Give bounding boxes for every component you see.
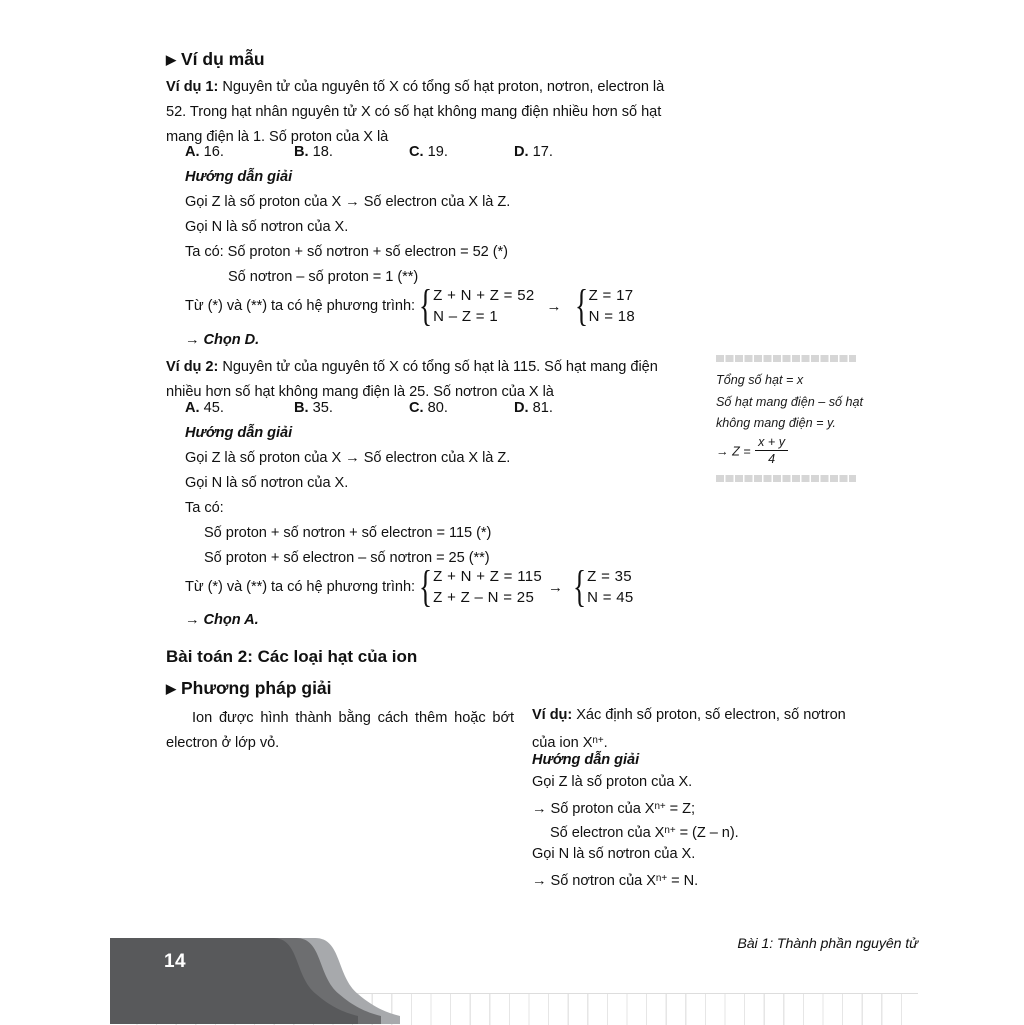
example1-system-right-row-1: Z = 17 [588,287,634,304]
example2-equation-system [185,562,634,612]
example1-label: Ví dụ 1: [166,79,219,95]
example2-option-b-value: 35. [312,400,333,416]
example2-question: Nguyên tử của nguyên tố X có tổng số hạt là 115. Số hạt mang điện nhiều hơn số hạt không mang điện là 25. Số nơtron của X là [166,359,658,401]
arrow-right-icon: → [546,297,562,315]
example2-option-d-key: D. [514,400,529,416]
example2-line-2: Gọi N là số nơtron của X. [185,475,349,491]
bt2-example-question-part2-pre: của ion X [532,735,593,752]
bt2-line-5-sup: n+ [655,873,668,884]
example2-conclusion: → Chọn A. [185,612,259,628]
bt2-line-2-pre: → Số proton của X [532,801,655,818]
example1-solution-heading: Hướng dẫn giải [185,169,293,185]
example1-option-b-key: B. [294,144,309,160]
example1-option-a[interactable] [185,140,224,165]
example1-system-left-row-2: N – Z = 1 [433,308,498,325]
example1-option-b[interactable] [294,140,333,165]
example2-line-1: Gọi Z là số proton của X → Số electron của X là Z. [185,450,511,466]
sidenote-rule-top [716,355,856,362]
example1-option-a-key: A. [185,144,200,160]
example1-system-left [433,285,534,327]
heading-bai-toan-2: Bài toán 2: Các loại hạt của ion [166,647,418,666]
example2-line-4: Số proton + số nơtron + số electron = 115 (*) [204,525,492,541]
example1-conclusion: → Chọn D. [185,332,260,348]
bt2-example-question-block [532,703,862,728]
example2-option-d[interactable] [514,396,553,421]
left-brace-icon: { [419,281,433,331]
bt2-line-3-post: = (Z – n). [675,825,739,842]
sidenote-body [716,370,866,435]
sidenote-fraction-numerator: x + y [755,435,788,451]
arrow-right-icon-2: → [548,578,564,596]
bt2-line-2-sup: n+ [654,801,666,812]
sidenote-formula-prefix: → Z = [716,444,751,459]
example1-equation-system [185,281,636,331]
sidenote-line-3: không mang điện = y. [716,416,836,430]
example1-system-right [589,285,635,327]
example2-option-b-key: B. [294,400,309,416]
triangle-right-icon-2: ▶ [166,681,176,696]
triangle-right-icon: ▶ [166,52,176,67]
bt2-line-5-post: = N. [667,873,699,890]
example1-option-d-value: 17. [532,144,553,160]
method-body: Ion được hình thành bằng cách thêm hoặc bớt electron ở lớp vỏ. [166,710,514,752]
sidenote-line-2: Số hạt mang điện – số hạt [716,394,864,409]
example1-option-c[interactable] [409,140,448,165]
example1-line-3: Ta có: Số proton + số nơtron + số electron = 52 (*) [185,244,508,260]
example1-line-2: Gọi N là số nơtron của X. [185,219,349,235]
bt2-example-label: Ví dụ: [532,707,573,723]
example2-system-left-row-2: Z + Z – N = 25 [433,589,535,606]
bt2-line-4-pre: Gọi N là số nơtron của X. [532,846,696,862]
example2-system-lead: Từ (*) và (**) ta có hệ phương trình: [185,578,416,595]
sidenote-fraction [755,435,788,467]
footer-page-tab [110,938,400,1024]
example1-option-b-value: 18. [312,144,333,160]
example2-system-right-row-2: N = 45 [587,589,634,606]
example2-line-3: Ta có: [185,500,224,516]
example1-line-1: Gọi Z là số proton của X → Số electron của X là Z. [185,194,511,210]
example2-line-5: Số proton + số electron – số nơtron = 25 (**) [204,550,490,566]
left-brace-icon-2: { [574,281,588,331]
example2-option-c-value: 80. [427,400,448,416]
example1-system-lead: Từ (*) và (**) ta có hệ phương trình: [185,297,416,314]
sidenote-line-1: Tổng số hạt = x [716,373,804,387]
example2-label: Ví dụ 2: [166,359,219,375]
page-number: 14 [164,951,186,972]
example2-option-b[interactable] [294,396,333,421]
sidenote-rule-bottom [716,475,856,482]
example2-option-c-key: C. [409,400,424,416]
heading-vi-du-mau-label: Ví dụ mẫu [181,49,265,69]
sidenote-formula [716,436,789,468]
heading-phuong-phap-giai-label: Phương pháp giải [181,678,332,698]
example2-option-a-key: A. [185,400,200,416]
example1-option-a-value: 16. [203,144,224,160]
running-title: Bài 1: Thành phần nguyên tử [737,936,918,952]
bt2-solution-heading: Hướng dẫn giải [532,752,640,768]
example1-option-d-key: D. [514,144,529,160]
example2-option-a[interactable] [185,396,224,421]
example2-option-a-value: 45. [203,400,224,416]
example2-solution-heading: Hướng dẫn giải [185,425,293,441]
example1-option-c-value: 19. [427,144,448,160]
bt2-line-5 [532,866,698,894]
example2-system-right [587,566,633,608]
bt2-line-1-pre: Gọi Z là số proton của X. [532,774,693,790]
example2-system-left [433,566,542,608]
example1-option-d[interactable] [514,140,553,165]
left-brace-icon-4: { [573,562,587,612]
bt2-line-4 [532,842,695,867]
heading-vi-du-mau [166,48,265,71]
bt2-line-1 [532,770,692,795]
example2-option-c[interactable] [409,396,448,421]
bt2-example-question-part2-sup: n+ [592,735,604,746]
example1-system-left-row-1: Z + N + Z = 52 [433,287,535,304]
heading-phuong-phap-giai [166,677,332,700]
example1-system-right-row-2: N = 18 [588,308,636,325]
example2-option-d-value: 81. [532,400,553,416]
bt2-line-3-pre: Số electron của X [550,825,665,842]
left-brace-icon-3: { [419,562,433,612]
example2-system-left-row-1: Z + N + Z = 115 [433,568,543,585]
example1-line-4: Số nơtron – số proton = 1 (**) [228,269,419,285]
example1-option-c-key: C. [409,144,424,160]
bt2-line-5-pre: → Số nơtron của X [532,873,656,890]
bt2-example-question-part2-post: . [603,735,608,752]
bt2-line-2-post: = Z; [665,801,696,818]
sidenote-fraction-denominator: 4 [768,452,776,466]
example2-system-right-row-1: Z = 35 [587,568,632,585]
bt2-example-question-part1: Xác định số proton, số electron, số nơtron [576,707,846,723]
example1-question: Nguyên tử của nguyên tố X có tổng số hạt proton, nơtron, electron là 52. Trong hạt nhân nguyên tử X có số hạt không mang điện nhiều hơn số hạt mang điện là 1. Số proton của X là [166,79,665,146]
bt2-line-3-sup: n+ [664,825,676,836]
